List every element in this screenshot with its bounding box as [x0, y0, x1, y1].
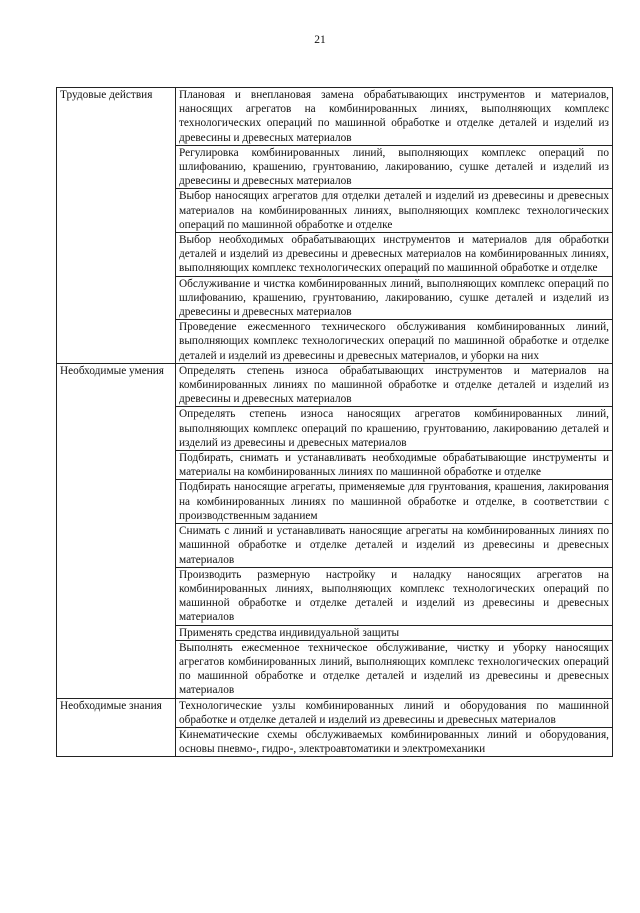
labor-actions-item: Проведение ежесменного технического обслуживания комбинированных линий, выполняющих комплекс технологических операций по машинной обработке и отделке деталей и изделий из древесины и древесных материалов, и уборки на них — [176, 320, 613, 364]
required-skills-item: Определять степень износа наносящих агрегатов комбинированных линий, выполняющих комплекс операций по крашению, грунтованию, лакированию деталей и изделий из древесины и древесных материалов — [176, 407, 613, 451]
labor-actions-item: Выбор наносящих агрегатов для отделки деталей и изделий из древесины и древесных материалов на комбинированных линиях, выполняющих комплекс технологических операций по машинной обработке и отделке — [176, 189, 613, 233]
table-body — [57, 88, 613, 757]
table-row — [57, 88, 613, 146]
required-skills-item: Выполнять ежесменное техническое обслуживание, чистку и уборку наносящих агрегатов комбинированных линий, выполняющих комплекс технологических операций по машинной обработке и отделке деталей и изделий из древесины и древесных материалов — [176, 640, 613, 698]
required-skills-item: Определять степень износа обрабатывающих инструментов и материалов на комбинированных линиях по машинной обработке и отделке деталей и изделий из древесины и древесных материалов — [176, 363, 613, 407]
labor-actions-item: Плановая и внеплановая замена обрабатывающих инструментов и материалов, наносящих агрегатов на комбинированных линиях, выполняющих комплекс технологических операций по машинной обработке и отделке деталей и изделий из древесины и древесных материалов — [176, 88, 613, 146]
required-skills-item: Снимать с линий и устанавливать наносящие агрегаты на комбинированных линиях по машинной обработке и отделке деталей и изделий из древесины и древесных материалов — [176, 524, 613, 568]
table-row — [57, 363, 613, 407]
qualification-table — [56, 87, 613, 757]
labor-actions-item: Обслуживание и чистка комбинированных линий, выполняющих комплекс операций по шлифованию, крашению, грунтованию, лакированию, сушке деталей и изделий из древесины и древесных материалов — [176, 276, 613, 320]
required-knowledge-item: Кинематические схемы обслуживаемых комбинированных линий и оборудования, основы пневмо-, гидро-, электроавтоматики и электромеханики — [176, 727, 613, 756]
required-skills-label: Необходимые умения — [57, 363, 176, 698]
required-knowledge-item: Технологические узлы комбинированных линий и оборудования по машинной обработке и отделке деталей и изделий из древесины и древесных материалов — [176, 698, 613, 727]
labor-actions-item: Регулировка комбинированных линий, выполняющих комплекс операций по шлифованию, крашению, грунтованию, лакированию, сушке деталей и изделий из древесины и древесных материалов — [176, 145, 613, 189]
labor-actions-item: Выбор необходимых обрабатывающих инструментов и материалов для обработки деталей и изделий из древесины и древесных материалов на комбинированных линиях, выполняющих комплекс технологических операций по машинной обработке и отделке — [176, 233, 613, 277]
required-skills-item: Подбирать наносящие агрегаты, применяемые для грунтования, крашения, лакирования на комбинированных линиях по машинной обработке и отделке, в соответствии с производственным заданием — [176, 480, 613, 524]
labor-actions-label: Трудовые действия — [57, 88, 176, 364]
page-number: 21 — [314, 34, 326, 46]
required-knowledge-label: Необходимые знания — [57, 698, 176, 757]
required-skills-item: Производить размерную настройку и наладку наносящих агрегатов на комбинированных линиях, выполняющих комплекс технологических операций по машинной обработке и отделке деталей и изделий из древесины и древесных материалов — [176, 567, 613, 625]
required-skills-item: Применять средства индивидуальной защиты — [176, 625, 613, 640]
table-row — [57, 698, 613, 727]
required-skills-item: Подбирать, снимать и устанавливать необходимые обрабатывающие инструменты и материалы на комбинированных линиях по машинной обработке и отделке — [176, 451, 613, 480]
